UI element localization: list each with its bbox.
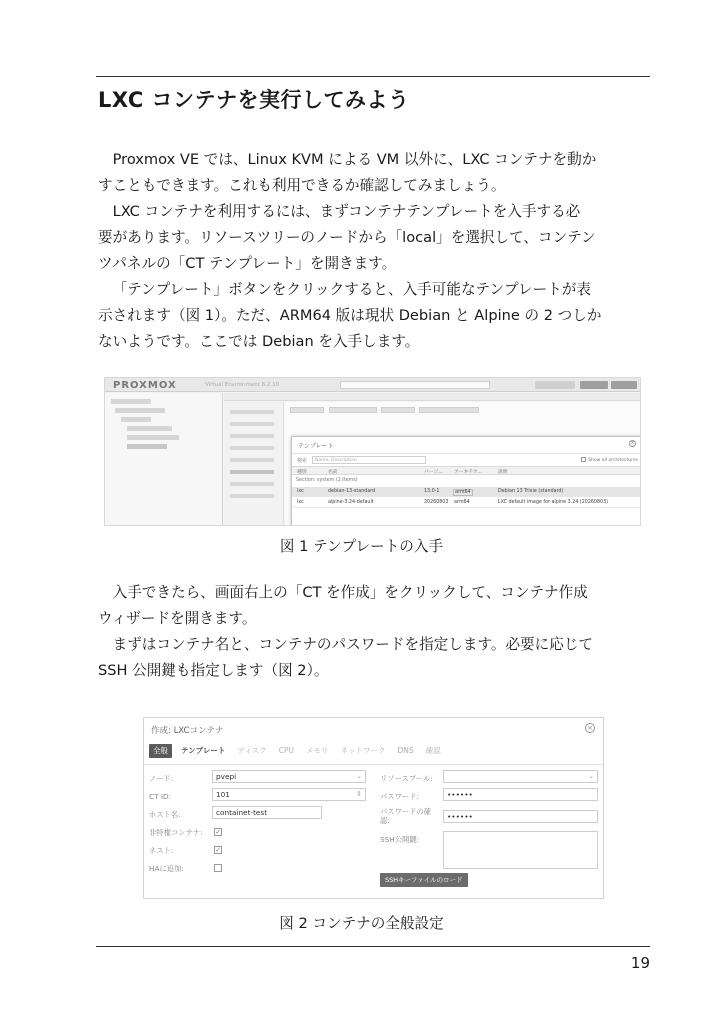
paragraph-1: Proxmox VE では、Linux KVM による VM 以外に、LXC コンテナを動か すこともできます。これも利用できるか確認してみましょう。 (98, 151, 597, 194)
node-select[interactable]: pvepi ⌄ (212, 770, 366, 783)
template-search-input[interactable]: Name, Description (312, 456, 426, 464)
section-heading: LXC コンテナを実行してみよう (98, 88, 410, 112)
column-header[interactable]: 種別 (297, 470, 307, 475)
sshkey-textarea[interactable] (443, 831, 598, 869)
close-icon[interactable]: × (630, 440, 635, 446)
hostname-label: ホスト名: (149, 810, 181, 819)
menu-item[interactable] (230, 494, 274, 498)
tab-network[interactable]: ネットワーク (340, 746, 386, 755)
tab-memory[interactable]: メモリ (305, 746, 329, 755)
menu-item[interactable] (230, 434, 274, 438)
dialog-title: テンプレート (298, 443, 334, 450)
tab-general[interactable]: 全般 (149, 744, 172, 758)
tab-cpu[interactable]: CPU (278, 746, 294, 755)
menu-item[interactable] (230, 422, 274, 426)
chevron-down-icon: ⌄ (588, 772, 594, 780)
column-header[interactable]: バージ... (424, 470, 443, 475)
menu-item[interactable] (230, 446, 274, 450)
wizard-text (98, 580, 654, 684)
template-search-row (292, 453, 641, 465)
ctid-label: CT ID: (149, 792, 172, 801)
create-vm-button[interactable] (580, 381, 608, 389)
tree-datacenter[interactable] (115, 408, 165, 413)
password-label: パスワード: (380, 792, 419, 801)
paragraph-3: 「テンプレート」ボタンをクリックすると、入手可能なテンプレートが表 示されます（図 1）。ただ、ARM64 版は現状 Debian と Alpine の 2 つしか ないようです。ここでは Debian を入手します。 (98, 281, 602, 350)
password-input[interactable]: •••••• (443, 788, 598, 801)
menu-item[interactable] (230, 458, 274, 462)
node-label: ノード: (149, 774, 174, 783)
load-ssh-key-button[interactable]: SSHキーファイルのロード (380, 873, 468, 887)
figure-1-screenshot (104, 377, 641, 526)
tree-vm[interactable] (127, 426, 172, 431)
menu-item[interactable] (230, 482, 274, 486)
bottom-rule (96, 946, 650, 947)
spinner-icon: ⇕ (356, 790, 362, 798)
wizard-tabs (149, 744, 450, 758)
table-row[interactable]: lxc alpine-3.24-default 20260803 arm64 LXC default image for alpine 3.24 (20260803) (292, 498, 641, 508)
menu-item-ct-templates[interactable] (230, 470, 274, 474)
resource-tree (105, 393, 223, 526)
templates-button[interactable] (381, 407, 415, 413)
paragraph-2: LXC コンテナを利用するには、まずコンテナテンプレートを入手する必 要があります。リソースツリーのノードから「local」を選択して、コンテン ツパネルの「CT テンプレート」を開きます。 (98, 203, 596, 272)
figure-2-screenshot (143, 717, 604, 899)
confirm-password-label: パスワードの確 認: (380, 807, 432, 825)
search-label: 検索 (297, 458, 308, 464)
tab-confirm[interactable]: 確認 (425, 746, 441, 755)
paragraph-4: 入手できたら、画面右上の「CT を作成」をクリックして、コンテナ作成 ウィザードを開きます。 (98, 584, 588, 627)
proxmox-version: Virtual Environment 8.2.10 (205, 382, 280, 388)
tab-template[interactable]: テンプレート (181, 746, 226, 755)
confirm-password-input[interactable]: •••••• (443, 810, 598, 823)
menu-item[interactable] (230, 410, 274, 414)
column-header[interactable]: アーキテク... (454, 470, 483, 475)
proxmox-header (105, 378, 640, 392)
doc-button[interactable] (535, 381, 575, 389)
remove-button[interactable] (419, 407, 479, 413)
upload-button[interactable] (290, 407, 324, 413)
template-dialog (291, 436, 641, 526)
paragraph-5: まずはコンテナ名と、コンテナのパスワードを指定します。必要に応じて SSH 公開鍵も指定します（図 2）。 (98, 636, 594, 679)
show-all-checkbox[interactable]: Show all architectures (581, 457, 638, 463)
tree-storage-1[interactable] (127, 435, 179, 440)
table-row[interactable]: lxc debian-13-standard 13.0-1 arm64 Debian 13 Trixie (standard) (292, 487, 641, 497)
ha-label: HAに追加: (149, 864, 184, 873)
unprivileged-checkbox[interactable]: ✓ (215, 828, 221, 836)
table-header (292, 466, 641, 475)
column-header[interactable]: 名前 (328, 470, 338, 475)
section-group[interactable]: Section: system (2 Items) (296, 478, 358, 483)
storage-menu (224, 402, 284, 526)
ctid-spinner[interactable]: 101 ⇕ (212, 788, 366, 801)
nesting-checkbox[interactable]: ✓ (215, 846, 221, 854)
create-ct-button[interactable] (611, 381, 637, 389)
page-number: 19 (630, 954, 650, 972)
intro-text (98, 147, 654, 355)
sshkey-label: SSH公開鍵: (380, 835, 420, 844)
tab-dns[interactable]: DNS (397, 746, 414, 755)
top-rule (96, 76, 650, 77)
pool-select[interactable] (443, 770, 598, 783)
figure-2-caption: 図 2 コンテナの全般設定 (279, 915, 444, 932)
pool-label: リソースプール: (380, 774, 433, 783)
tree-storage-local[interactable] (127, 444, 167, 449)
ha-checkbox[interactable] (214, 864, 222, 872)
wizard-title: 作成: LXCコンテナ (151, 726, 224, 736)
tree-view-selector[interactable] (111, 399, 151, 404)
download-url-button[interactable] (329, 407, 377, 413)
global-search[interactable] (340, 381, 490, 389)
hostname-input[interactable]: containet-test (212, 806, 322, 819)
column-header[interactable]: 説明 (498, 470, 508, 475)
tab-disk[interactable]: ディスク (237, 746, 267, 755)
tree-node[interactable] (121, 417, 151, 422)
nesting-label: ネスト: (149, 846, 174, 855)
figure-1-caption: 図 1 テンプレートの入手 (279, 538, 444, 555)
unprivileged-label: 非特権コンテナ: (149, 828, 203, 837)
close-icon[interactable]: × (585, 723, 595, 733)
general-form (144, 764, 603, 899)
chevron-down-icon: ⌄ (356, 772, 362, 780)
content-breadcrumb (224, 393, 641, 401)
proxmox-logo: PROXMOX (113, 380, 177, 391)
checkbox-icon (581, 457, 586, 462)
